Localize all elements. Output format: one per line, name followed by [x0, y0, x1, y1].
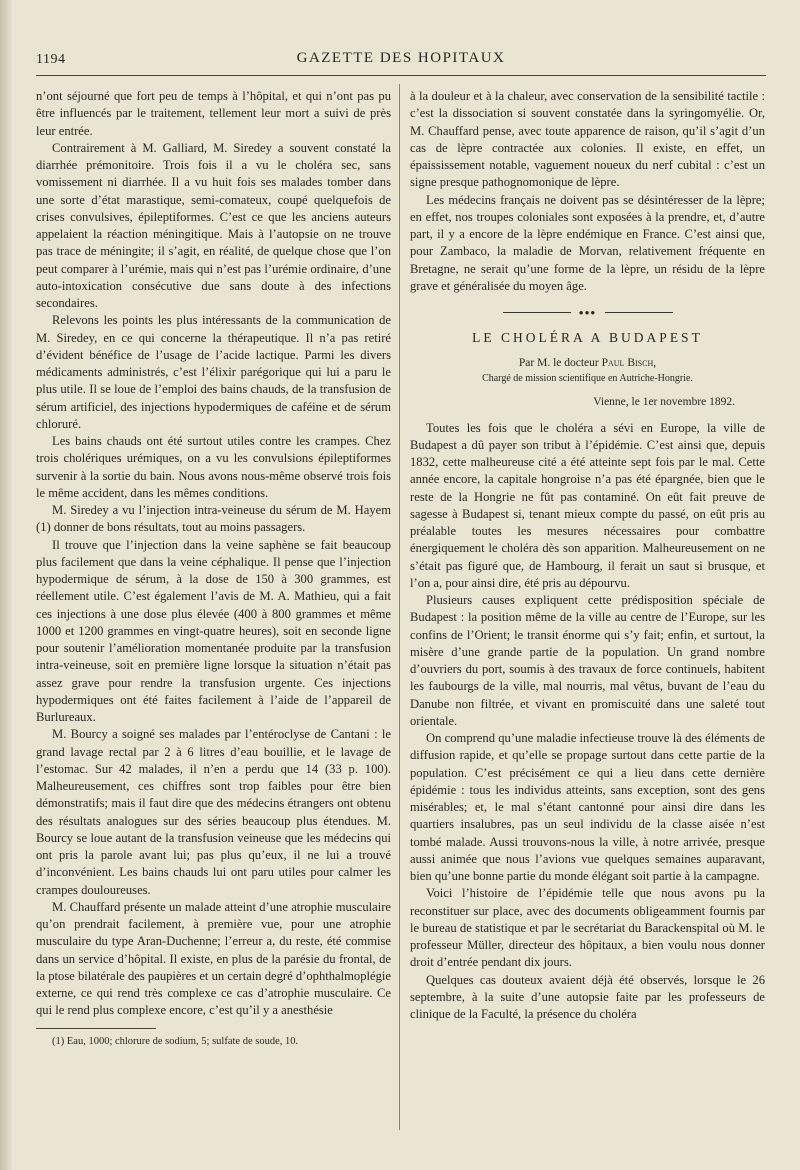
- paragraph: n’ont séjourné que fort peu de temps à l’hôpital, et qui n’ont pas pu être influencés par le traitement, tellement leur mort a suivi de près leur entrée.: [36, 89, 391, 138]
- left-column: [36, 88, 391, 1049]
- paragraph: à la douleur et à la chaleur, avec conservation de la sensibilité tactile : c’est la dissociation si souvent constatée dans la syringomyélie. Or, M. Chauffard pense, avec toute apparence de raison, qu’il s’agit d’un cas de lèpre contractée aux colonies. Il existe, en effet, un épaississement notable, vaguement noueux du nerf cubital : c’est un signe presque pathognomonique de lèpre.: [410, 89, 765, 190]
- page-edge: [0, 0, 12, 1170]
- paragraph: Relevons les points les plus intéressants de la communication de M. Siredey, en ce qui concerne la thérapeutique. Il n’a pas retiré d’évident bénéfice de l’usage de l’acide lactique. Parmi les divers médicaments administrés, c’est l’élixir parégorique qui lui a paru le plus utile. Il se loue de l’emploi des bains chauds, de la transfusion de sérum artificiel, des injections hypodermiques de caféine et de sérum chloruré.: [36, 313, 391, 431]
- paragraph: M. Bourcy a soigné ses malades par l’entéroclyse de Cantani : le grand lavage rectal par 2 à 6 litres d’eau bouillie, et le lavage de l’estomac. Sur 42 malades, il n’en a perdu que 14 (33 p. 100). Malheureusement, ces chiffres sont trop faibles pour être bien démonstratifs; mais il faut dire que des médecins étrangers ont obtenu des résultats analogues sur des séries beaucoup plus étendues. M. Bourcy se loue autant de la transfusion veineuse que les médecins qui ont pris la parole avant lui; pas plus qu’eux, il ne lui a trouvé d’inconvénient. Les bains chauds lui ont paru utiles pour calmer les crampes douloureuses.: [36, 727, 391, 897]
- paragraph: M. Siredey a vu l’injection intra-veineuse du sérum de M. Hayem (1) donner de bons résultats, tout au moins passagers.: [36, 503, 391, 535]
- paragraph: Toutes les fois que le choléra a sévi en Europe, la ville de Budapest a dû payer son tribut à l’épidémie. C’est ainsi que, depuis 1832, cette malheureuse cité a été atteinte sept fois par le mal. Cette année encore, la capitale hongroise n’a pas été épargnée, bien que le reste de la Hongrie ne fût pas contaminé. On eût fait preuve de sagesse à Budapest si, tenant mieux compte du passé, on eût pris au préalable toutes les mesures nécessaires pour combattre énergiquement le choléra dès son apparition. Malheureusement on ne s’était pas figuré que, de Hambourg, il ferait un saut si brusque, et l’on a, pour ainsi dire, été pris au dépourvu.: [410, 420, 765, 590]
- paragraph: Les bains chauds ont été surtout utiles contre les crampes. Chez trois cholériques urémiques, on a vu les convulsions épileptiformes survenir à la sortie du bain. Nous avons nous-même observé trois fois le même accident, dans les mêmes conditions.: [36, 434, 391, 500]
- running-title: GAZETTE DES HOPITAUX: [296, 50, 506, 66]
- footnote-rule: [36, 1028, 156, 1029]
- page-header: [36, 50, 766, 72]
- paragraph: Quelques cas douteux avaient déjà été observés, lorsque le 26 septembre, à la suite d’une autopsie faite par les professeurs de clinique de la Faculté, la présence du choléra: [410, 972, 765, 1021]
- author-affiliation: Chargé de mission scientifique en Autriche-Hongrie.: [482, 373, 693, 385]
- dateline: Vienne, le 1er novembre 1892.: [593, 396, 735, 409]
- right-column: [410, 88, 765, 1023]
- footnote: (1) Eau, 1000; chlorure de sodium, 5; sulfate de soude, 10.: [52, 1035, 299, 1047]
- paragraph: M. Chauffard présente un malade atteint d’une atrophie musculaire qu’on prendrait facilement, à première vue, pour une atrophie musculaire du type Aran-Duchenne; l’erreur a, du reste, été commise dans un service d’hôpital. Il existe, en plus de la parésie du frontal, de la ptose bilatérale des paupières et un certain degré d’ophthalmoplégie externe, ce qui rend très complexe ce cas d’atrophie musculaire. Ce qui le rend plus complexe encore, c’est qu’il y a anesthésie: [36, 899, 391, 1018]
- paragraph: Contrairement à M. Galliard, M. Siredey a souvent constaté la diarrhée prémonitoire. Trois fois il a vu le choléra sec, sans vomissement ni diarrhée. Il a vu huit fois ses malades tomber dans une sorte d’état marastique, semi-comateux, coupé quelquefois de crises convulsives, épileptiformes. C’est ce que les anciens auteurs appelaient la réaction méningitique. Mais à l’autopsie on ne trouve pas trace de méningite; il s’agit, en réalité, de quelque chose que l’on peut comparer à l’urémie, mais qui n’est pas l’urémie ordinaire, d’une auto-intoxication consécutive due sans doute à des infections secondaires.: [36, 140, 391, 310]
- byline: Par M. le docteur Paul Bisch,: [518, 357, 657, 370]
- author-name: Paul Bisch: [601, 357, 654, 370]
- header-rule: [36, 75, 766, 76]
- paragraph: Les médecins français ne doivent pas se désintéresser de la lèpre; en effet, nos troupes coloniales sont exposées à la prendre, et, d’autre part, il y a encore de la lèpre endémique en France. C’est ainsi que, pour Zambaco, la maladie de Morvan, relativement fréquente en Bretagne, ne serait qu’une forme de la lèpre, un résidu de la lèpre grave et généralisée du moyen âge.: [410, 192, 765, 293]
- column-divider: [399, 84, 400, 1130]
- article-title: LE CHOLÉRA A BUDAPEST: [472, 330, 703, 345]
- paragraph: Plusieurs causes expliquent cette prédisposition spéciale de Budapest : la position même de la ville au centre de l’Europe, sur les confins de l’Orient; le transit énorme qui s’y fait; enfin, et surtout, la misère d’une grande partie de la population. Un grand nombre d’ouvriers du port, soumis à des travaux de force continuels, habitent les faubourgs de la ville, mal nourris, mal vêtus, buvant de l’eau du Danube non filtrée, et vivant en promiscuité dans une saleté tout orientale.: [410, 593, 765, 728]
- page-number: 1194: [36, 52, 66, 67]
- section-separator: [503, 309, 673, 317]
- ornament-icon: ●●●: [578, 308, 597, 317]
- paragraph: On comprend qu’une maladie infectieuse trouve là des éléments de diffusion rapide, et qu’elle se propage surtout dans cette partie de la population. C’est précisément ce qui a lieu dans cette dernière épidémie : tous les individus atteints, sans exception, sont des gens misérables; et, le mal s’étant cantonné pour ainsi dire dans les quartiers insalubres, pas un seul individu de la classe aisée n’est tombé malade. Aussi trouvons-nous la ville, à notre arrivée, presque aussi animée que nous l’avions vue quelques semaines auparavant, bien qu’une bonne partie du monde élégant soit partie à la campagne.: [410, 731, 765, 883]
- paragraph: Voici l’histoire de l’épidémie telle que nous avons pu la reconstituer sur place, avec des documents obligeamment fournis par le bureau de statistique et par le secrétariat du Barackenspital où M. le professeur Müller, directeur des hôpitaux, a bien voulu nous donner droit d’entrée pendant dix jours.: [410, 886, 765, 970]
- paragraph: Il trouve que l’injection dans la veine saphène se fait beaucoup plus facilement que dans la veine céphalique. Il pense que l’injection hypodermique de sérum, à la dose de 150 à 300 grammes, est réellement utile. C’est également l’avis de M. A. Mathieu, qui a fait ces injections à une dose plus élevée (400 à 800 grammes et même 1000 et 1200 grammes en vingt-quatre heures), soit en seconde ligne pour soutenir l’amélioration momentanée produite par la transfusion intra-veineuse, soit en première ligne lorsque la situation n’était pas assez grave pour rendre la transfusion urgente. Ces injections hypodermiques ont été faites facilement à l’aide de l’appareil de Burlureaux.: [36, 537, 391, 724]
